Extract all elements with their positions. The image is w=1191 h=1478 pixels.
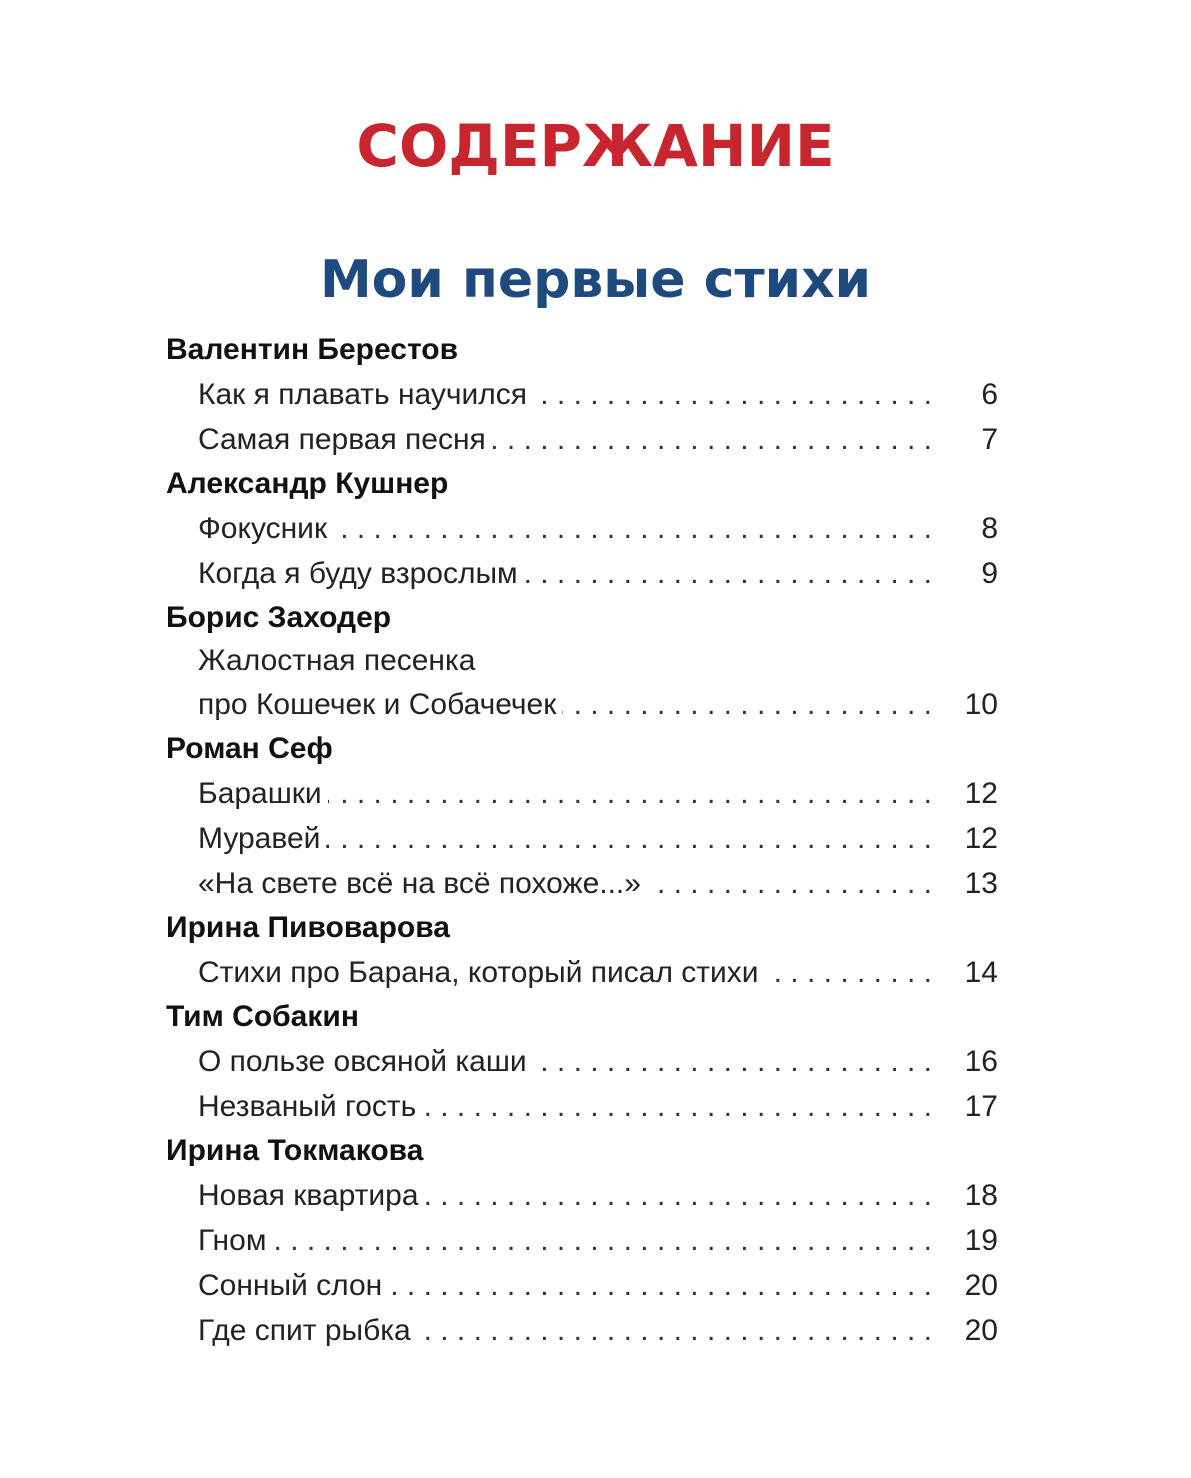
entry-title: Как я плавать научился <box>198 378 528 411</box>
entry-title: Барашки <box>198 777 322 810</box>
entry-title: Незваный гость <box>198 1090 417 1123</box>
dot-leader <box>417 1308 932 1353</box>
toc-entry[interactable] <box>166 1173 998 1218</box>
dot-leader <box>388 1263 932 1308</box>
page-number: 18 <box>964 1179 998 1212</box>
toc-entry[interactable] <box>166 1218 998 1263</box>
entry-title: Муравей <box>198 822 321 855</box>
page-number: 7 <box>981 423 998 456</box>
dot-leader <box>422 1084 932 1129</box>
toc-entry[interactable] <box>166 682 998 727</box>
toc-entry[interactable] <box>166 372 998 417</box>
toc-entry[interactable] <box>166 816 998 861</box>
entry-title: Когда я буду взрослым <box>198 557 518 590</box>
toc-entry[interactable] <box>166 551 998 596</box>
page-number: 19 <box>964 1224 998 1257</box>
toc-entry[interactable] <box>166 417 998 462</box>
entry-title: Самая первая песня <box>198 423 486 456</box>
entry-title: Фокусник <box>198 512 328 545</box>
toc-entry[interactable] <box>166 861 998 906</box>
dot-leader <box>533 1039 932 1084</box>
dot-leader <box>647 861 932 906</box>
entry-title: Гном <box>198 1224 267 1257</box>
dot-leader <box>272 1218 932 1263</box>
dot-leader <box>492 417 932 462</box>
page-number: 20 <box>964 1314 998 1347</box>
entry-title: О пользе овсяной каши <box>198 1045 527 1078</box>
entry-title: Где спит рыбка <box>198 1314 411 1347</box>
toc-entry[interactable] <box>166 1039 998 1084</box>
dot-leader <box>524 551 932 596</box>
page-number: 20 <box>964 1269 998 1302</box>
entry-title: Сонный слон <box>198 1269 383 1302</box>
toc-entry[interactable] <box>166 1263 998 1308</box>
page-number: 17 <box>964 1090 998 1123</box>
author-name: Валентин Берестов <box>166 333 459 366</box>
toc-entry[interactable] <box>166 950 998 995</box>
page-number: 12 <box>964 822 998 855</box>
page-number: 13 <box>964 867 998 900</box>
page-number: 10 <box>964 688 998 721</box>
page-number: 9 <box>981 557 998 590</box>
page-title: СОДЕРЖАНИЕ <box>356 112 835 180</box>
page-number: 14 <box>964 956 998 989</box>
entry-title: про Кошечек и Собачечек <box>198 688 557 721</box>
section-title: Мои первые стихи <box>319 250 872 310</box>
entry-title-line1: Жалостная песенка <box>198 644 476 677</box>
dot-leader <box>328 771 932 816</box>
page-number: 16 <box>964 1045 998 1078</box>
dot-leader <box>425 1173 932 1218</box>
toc-entry[interactable] <box>166 1308 998 1353</box>
page-number: 6 <box>981 378 998 411</box>
author-name: Борис Заходер <box>166 601 392 634</box>
entry-title: Стихи про Барана, который писал стихи <box>198 956 759 989</box>
dot-leader <box>562 682 932 727</box>
table-of-contents <box>166 328 998 1353</box>
toc-entry[interactable] <box>166 771 998 816</box>
dot-leader <box>333 506 932 551</box>
entry-title: «На свете всё на всё похоже...» <box>198 867 641 900</box>
toc-entry[interactable] <box>166 506 998 551</box>
dot-leader <box>326 816 932 861</box>
toc-entry[interactable] <box>166 1084 998 1129</box>
author-name: Тим Собакин <box>166 1000 359 1033</box>
dot-leader <box>765 950 932 995</box>
entry-title: Новая квартира <box>198 1179 419 1212</box>
dot-leader <box>533 372 932 417</box>
author-name: Александр Кушнер <box>166 467 449 500</box>
page-number: 12 <box>964 777 998 810</box>
author-name: Роман Сеф <box>166 732 333 765</box>
author-name: Ирина Пивоварова <box>166 911 450 944</box>
toc-entry-title-line[interactable] <box>166 640 998 682</box>
page-number: 8 <box>981 512 998 545</box>
author-name: Ирина Токмакова <box>166 1134 424 1167</box>
